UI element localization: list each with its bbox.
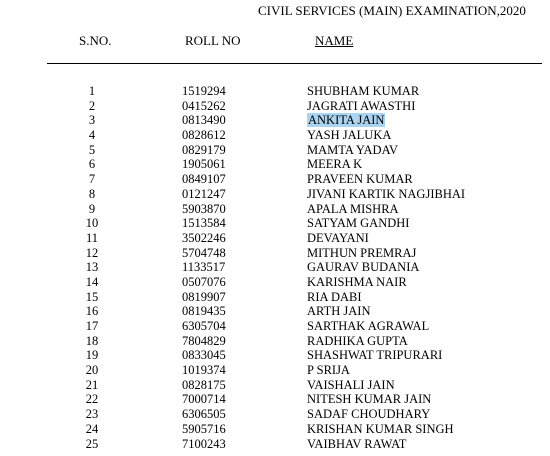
serial-number-cell: 23 (85, 407, 99, 422)
candidate-name-cell (307, 157, 362, 172)
serial-number-cell: 1 (88, 84, 96, 98)
candidate-name-cell (307, 275, 407, 290)
roll-number-cell: 0849107 (182, 172, 226, 187)
table-row (0, 231, 550, 246)
candidate-name-text: JAGRATI AWASTHI (307, 98, 416, 113)
candidate-name-cell (307, 143, 398, 158)
candidate-name-cell (307, 231, 369, 246)
serial-number-cell: 21 (85, 377, 99, 392)
roll-number-cell: 7000714 (182, 392, 226, 407)
serial-number-cell: 18 (85, 333, 99, 348)
candidate-name-text: RIA DABI (307, 289, 362, 304)
candidate-name-text: KRISHAN KUMAR SINGH (307, 421, 454, 436)
candidate-name-text: VAISHALI JAIN (307, 377, 395, 392)
results-table-body (0, 84, 550, 451)
candidate-name-text: MEERA K (307, 157, 363, 172)
serial-number-cell: 3 (88, 113, 96, 128)
table-row (0, 378, 550, 393)
roll-number-cell: 0819907 (182, 289, 226, 304)
serial-number-cell: 22 (85, 392, 99, 407)
candidate-name-text: SHASHWAT TRIPURARI (307, 348, 443, 363)
table-row (0, 363, 550, 378)
header-divider (47, 63, 542, 64)
candidate-name-text: P SRIJA (307, 363, 350, 378)
serial-number-cell: 12 (85, 245, 99, 260)
serial-number-cell: 6 (88, 157, 96, 172)
column-header-roll-no: ROLL NO (185, 33, 241, 48)
serial-number-cell: 11 (85, 230, 99, 245)
candidate-name-text: APALA MISHRA (307, 201, 399, 216)
roll-number-cell: 0833045 (182, 348, 226, 363)
serial-number-cell: 20 (85, 363, 99, 378)
candidate-name-cell (307, 290, 362, 305)
serial-number-cell: 10 (85, 216, 99, 231)
table-row (0, 275, 550, 290)
roll-number-cell: 5903870 (182, 201, 226, 216)
table-row (0, 348, 550, 363)
candidate-name-text: MITHUN PREMRAJ (307, 245, 417, 260)
candidate-name-cell (307, 363, 350, 378)
candidate-name-cell (307, 260, 419, 275)
table-row (0, 172, 550, 187)
serial-number-cell: 14 (85, 274, 99, 289)
candidate-name-cell (307, 84, 419, 99)
serial-number-cell: 8 (88, 186, 96, 201)
candidate-name-cell (307, 172, 413, 187)
table-row (0, 422, 550, 437)
table-row (0, 216, 550, 231)
roll-number-cell: 1133517 (182, 260, 226, 275)
roll-number-cell: 0507076 (182, 274, 226, 289)
serial-number-cell: 2 (88, 98, 96, 113)
candidate-name-text: NITESH KUMAR JAIN (307, 392, 432, 407)
table-row (0, 113, 550, 128)
serial-number-cell: 4 (88, 128, 96, 143)
candidate-name-text: GAURAV BUDANIA (307, 260, 420, 275)
candidate-name-cell (307, 348, 442, 363)
table-row (0, 143, 550, 158)
candidate-name-text: JIVANI KARTIK NAGJIBHAI (307, 186, 466, 201)
roll-number-cell: 1019374 (182, 363, 226, 378)
serial-number-cell: 25 (85, 436, 99, 451)
table-row (0, 157, 550, 172)
roll-number-cell: 1905061 (182, 157, 226, 172)
roll-number-cell: 0415262 (182, 98, 226, 113)
serial-number-cell: 13 (85, 260, 99, 275)
table-row (0, 84, 550, 99)
roll-number-cell: 6306505 (182, 407, 226, 422)
table-row (0, 187, 550, 202)
roll-number-cell: 7804829 (182, 333, 226, 348)
roll-number-cell: 6305704 (182, 319, 226, 333)
table-row (0, 202, 550, 217)
serial-number-cell: 15 (85, 289, 99, 304)
candidate-name-cell (307, 437, 406, 452)
roll-number-cell: 7100243 (182, 436, 226, 451)
candidate-name-text: RADHIKA GUPTA (307, 333, 408, 348)
roll-number-cell: 0828175 (182, 377, 226, 392)
candidate-name-text: SARTHAK AGRAWAL (307, 319, 430, 333)
table-row (0, 128, 550, 143)
candidate-name-text: KARISHMA NAIR (307, 274, 407, 289)
table-row (0, 407, 550, 422)
candidate-name-text: DEVAYANI (307, 230, 369, 245)
candidate-name-cell (307, 202, 399, 217)
candidate-name-text: SHUBHAM KUMAR (307, 84, 420, 98)
table-row (0, 437, 550, 452)
candidate-name-text: VAIBHAV RAWAT (307, 436, 407, 451)
table-row (0, 334, 550, 349)
roll-number-cell: 0828612 (182, 128, 226, 143)
table-row (0, 319, 550, 334)
roll-number-cell: 0819435 (182, 304, 226, 319)
candidate-name-cell (307, 378, 395, 393)
roll-number-cell: 1519294 (182, 84, 226, 98)
roll-number-cell: 3502246 (182, 230, 226, 245)
roll-number-cell: 1513584 (182, 216, 226, 231)
exam-title: CIVIL SERVICES (MAIN) EXAMINATION,2020 (258, 3, 526, 18)
serial-number-cell: 17 (85, 319, 99, 333)
candidate-name-cell (307, 187, 465, 202)
candidate-name-cell (307, 392, 431, 407)
candidate-name-cell (307, 407, 430, 422)
serial-number-cell: 7 (88, 172, 96, 187)
candidate-name-text: SATYAM GANDHI (307, 216, 410, 231)
table-row (0, 246, 550, 261)
serial-number-cell: 9 (88, 201, 96, 216)
table-row (0, 260, 550, 275)
candidate-name-cell (307, 319, 429, 334)
candidate-name-cell (307, 113, 385, 128)
selected-text-highlight: ANKITA JAIN (308, 113, 385, 128)
serial-number-cell: 16 (85, 304, 99, 319)
candidate-name-cell (307, 128, 391, 143)
serial-number-cell: 5 (88, 142, 96, 157)
candidate-name-cell (307, 304, 370, 319)
roll-number-cell: 0829179 (182, 142, 226, 157)
table-row (0, 290, 550, 305)
roll-number-cell: 5704748 (182, 245, 226, 260)
column-header-name: NAME (315, 33, 354, 48)
candidate-name-text: PRAVEEN KUMAR (307, 172, 413, 187)
candidate-name-text: SADAF CHOUDHARY (307, 407, 431, 422)
column-header-sno: S.NO. (79, 33, 112, 48)
candidate-name-cell (307, 246, 416, 261)
candidate-name-text: ARTH JAIN (307, 304, 371, 319)
roll-number-cell: 5905716 (182, 421, 226, 436)
candidate-name-cell (307, 99, 415, 114)
candidate-name-cell (307, 216, 409, 231)
roll-number-cell: 0813490 (182, 113, 226, 128)
table-row (0, 392, 550, 407)
candidate-name-text: MAMTA YADAV (307, 142, 399, 157)
candidate-name-text: YASH JALUKA (307, 128, 392, 143)
candidate-name-cell (307, 422, 454, 437)
table-row (0, 99, 550, 114)
table-row (0, 304, 550, 319)
candidate-name-cell (307, 334, 408, 349)
serial-number-cell: 19 (85, 348, 99, 363)
roll-number-cell: 0121247 (182, 186, 226, 201)
serial-number-cell: 24 (85, 421, 99, 436)
